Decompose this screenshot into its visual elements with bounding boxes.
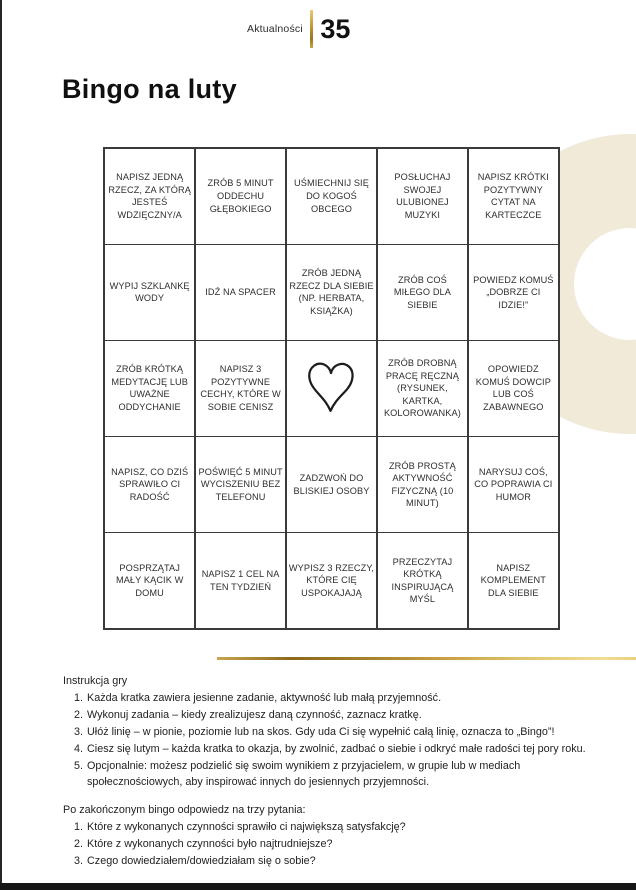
- page-bottom-bar: [0, 883, 636, 890]
- bingo-cell: [287, 149, 376, 244]
- bingo-cell-text: ZRÓB KRÓTKĄ MEDYTACJĘ LUB UWAŻNE ODDYCHANIE: [111, 364, 188, 412]
- bingo-cell-text: WYPISZ 3 RZECZY, KTÓRE CIĘ USPOKAJAJĄ: [288, 562, 375, 598]
- bingo-cell: [469, 533, 558, 628]
- bingo-cell: [196, 149, 285, 244]
- bingo-cell: [105, 149, 194, 244]
- questions-heading: Po zakończonym bingo odpowiedz na trzy pytania:: [63, 803, 306, 816]
- bingo-free-cell: [287, 341, 376, 436]
- question-item: 1. Które z wykonanych czynności sprawiło ci największą satysfakcję?: [86, 820, 595, 836]
- instructions-section: [63, 674, 595, 871]
- bingo-cell-text: POSPRZĄTAJ MAŁY KĄCIK W DOMU: [115, 562, 184, 598]
- bingo-cell: [196, 437, 285, 532]
- bingo-cell-text: ZRÓB 5 MINUT ODDECHU GŁĘBOKIEGO: [207, 178, 274, 214]
- bingo-cell: [105, 341, 194, 436]
- bingo-cell-text: ZRÓB PROSTĄ AKTYWNOŚĆ FIZYCZNĄ (10 MINUT): [388, 460, 456, 509]
- page-left-border: [0, 0, 2, 890]
- instruction-item: 3. Ułóż linię – w pionie, poziomie lub na skos. Gdy uda Ci się wypełnić całą linię, oznacza to „Bingo”!: [86, 725, 595, 741]
- heart-outline-icon: [303, 358, 359, 418]
- instructions-heading: Instrukcja gry: [63, 675, 128, 687]
- bingo-cell-text: UŚMIECHNIJ SIĘ DO KOGOŚ OBCEGO: [294, 178, 369, 214]
- bingo-cell: [287, 245, 376, 340]
- bingo-cell-text: ZADZWOŃ DO BLISKIEJ OSOBY: [293, 473, 370, 496]
- bingo-cell: [105, 245, 194, 340]
- bingo-cell-text: OPOWIEDZ KOMUŚ DOWCIP LUB COŚ ZABAWNEGO: [475, 364, 551, 412]
- section-label: Aktualności: [247, 23, 303, 35]
- bingo-cell: [196, 245, 285, 340]
- bingo-cell: [469, 437, 558, 532]
- question-item: 2. Które z wykonanych czynności było najtrudniejsze?: [86, 837, 595, 853]
- bingo-cell: [469, 341, 558, 436]
- bingo-cell-text: POWIEDZ KOMUŚ „DOBRZE CI IDZIE!”: [473, 274, 554, 310]
- bingo-cell: [469, 149, 558, 244]
- bingo-cell-text: NAPISZ, CO DZIŚ SPRAWIŁO CI RADOŚĆ: [111, 466, 189, 502]
- page-number: 35: [320, 13, 351, 44]
- gold-divider-bar: [310, 10, 314, 48]
- bingo-cell-text: NARYSUJ COŚ, CO POPRAWIA CI HUMOR: [474, 466, 553, 502]
- bingo-cell-text: NAPISZ 3 POZYTYWNE CECHY, KTÓRE W SOBIE CENISZ: [200, 364, 281, 412]
- questions-list: [63, 820, 595, 870]
- bingo-cell: [469, 245, 558, 340]
- bingo-cell: [378, 437, 467, 532]
- bingo-cell-text: PRZECZYTAJ KRÓTKĄ INSPIRUJĄCĄ MYŚL: [391, 556, 454, 605]
- bingo-cell: [378, 533, 467, 628]
- bingo-grid: [103, 147, 560, 630]
- bingo-cell: [378, 341, 467, 436]
- page-title: Bingo na luty: [62, 74, 237, 104]
- bingo-cell-text: POSŁUCHAJ SWOJEJ ULUBIONEJ MUZYKI: [394, 172, 451, 220]
- bingo-cell-text: ZRÓB JEDNĄ RZECZ DLA SIEBIE (NP. HERBATA, KSIĄŻKA): [289, 268, 374, 316]
- bingo-cell-text: ZRÓB DROBNĄ PRACĘ RĘCZNĄ (RYSUNEK, KARTKA, KOLOROWANKA): [383, 358, 461, 419]
- bingo-cell: [287, 437, 376, 532]
- bingo-cell-text: NAPISZ 1 CEL NA TEN TYDZIEŃ: [201, 569, 280, 592]
- instruction-item: 2. Wykonuj zadania – kiedy zrealizujesz daną czynność, zaznacz kratkę.: [86, 708, 595, 724]
- instruction-item: 1. Każda kratka zawiera jesienne zadanie, aktywność lub małą przyjemność.: [86, 691, 595, 707]
- bingo-cell: [378, 245, 467, 340]
- bingo-cell-text: POŚWIĘĆ 5 MINUT WYCISZENIU BEZ TELEFONU: [198, 466, 283, 502]
- bingo-cell: [105, 437, 194, 532]
- question-item: 3. Czego dowiedziałem/dowiedziałam się o sobie?: [86, 854, 595, 870]
- instruction-item: 5. Opcjonalnie: możesz podzielić się swoim wynikiem z przyjacielem, w grupie lub w mediach społecznościowych, aby inspirować innych do jesiennych przyjemności.: [86, 759, 595, 791]
- bingo-cell: [378, 149, 467, 244]
- bingo-cell: [196, 533, 285, 628]
- bingo-cell-text: NAPISZ KRÓTKI POZYTYWNY CYTAT NA KARTECZCE: [477, 172, 549, 220]
- bingo-cell-text: WYPIJ SZKLANKĘ WODY: [109, 280, 190, 304]
- bingo-cell: [287, 533, 376, 628]
- bingo-cell-text: IDŹ NA SPACER: [205, 287, 276, 298]
- bingo-cell-text: NAPISZ KOMPLEMENT DLA SIEBIE: [480, 562, 546, 598]
- bingo-cell-text: NAPISZ JEDNĄ RZECZ, ZA KTÓRĄ JESTEŚ WDZIĘCZNY/A: [108, 172, 191, 220]
- bingo-cell-text: ZRÓB COŚ MIŁEGO DLA SIEBIE: [393, 274, 451, 310]
- bingo-cell: [196, 341, 285, 436]
- page-header: [247, 10, 350, 48]
- gold-divider-line: [217, 657, 636, 660]
- instructions-list: [63, 691, 595, 791]
- bingo-cell: [105, 533, 194, 628]
- instruction-item: 4. Ciesz się lutym – każda kratka to okazja, by zwolnić, zadbać o siebie i odkryć małe radości tej pory roku.: [86, 742, 595, 758]
